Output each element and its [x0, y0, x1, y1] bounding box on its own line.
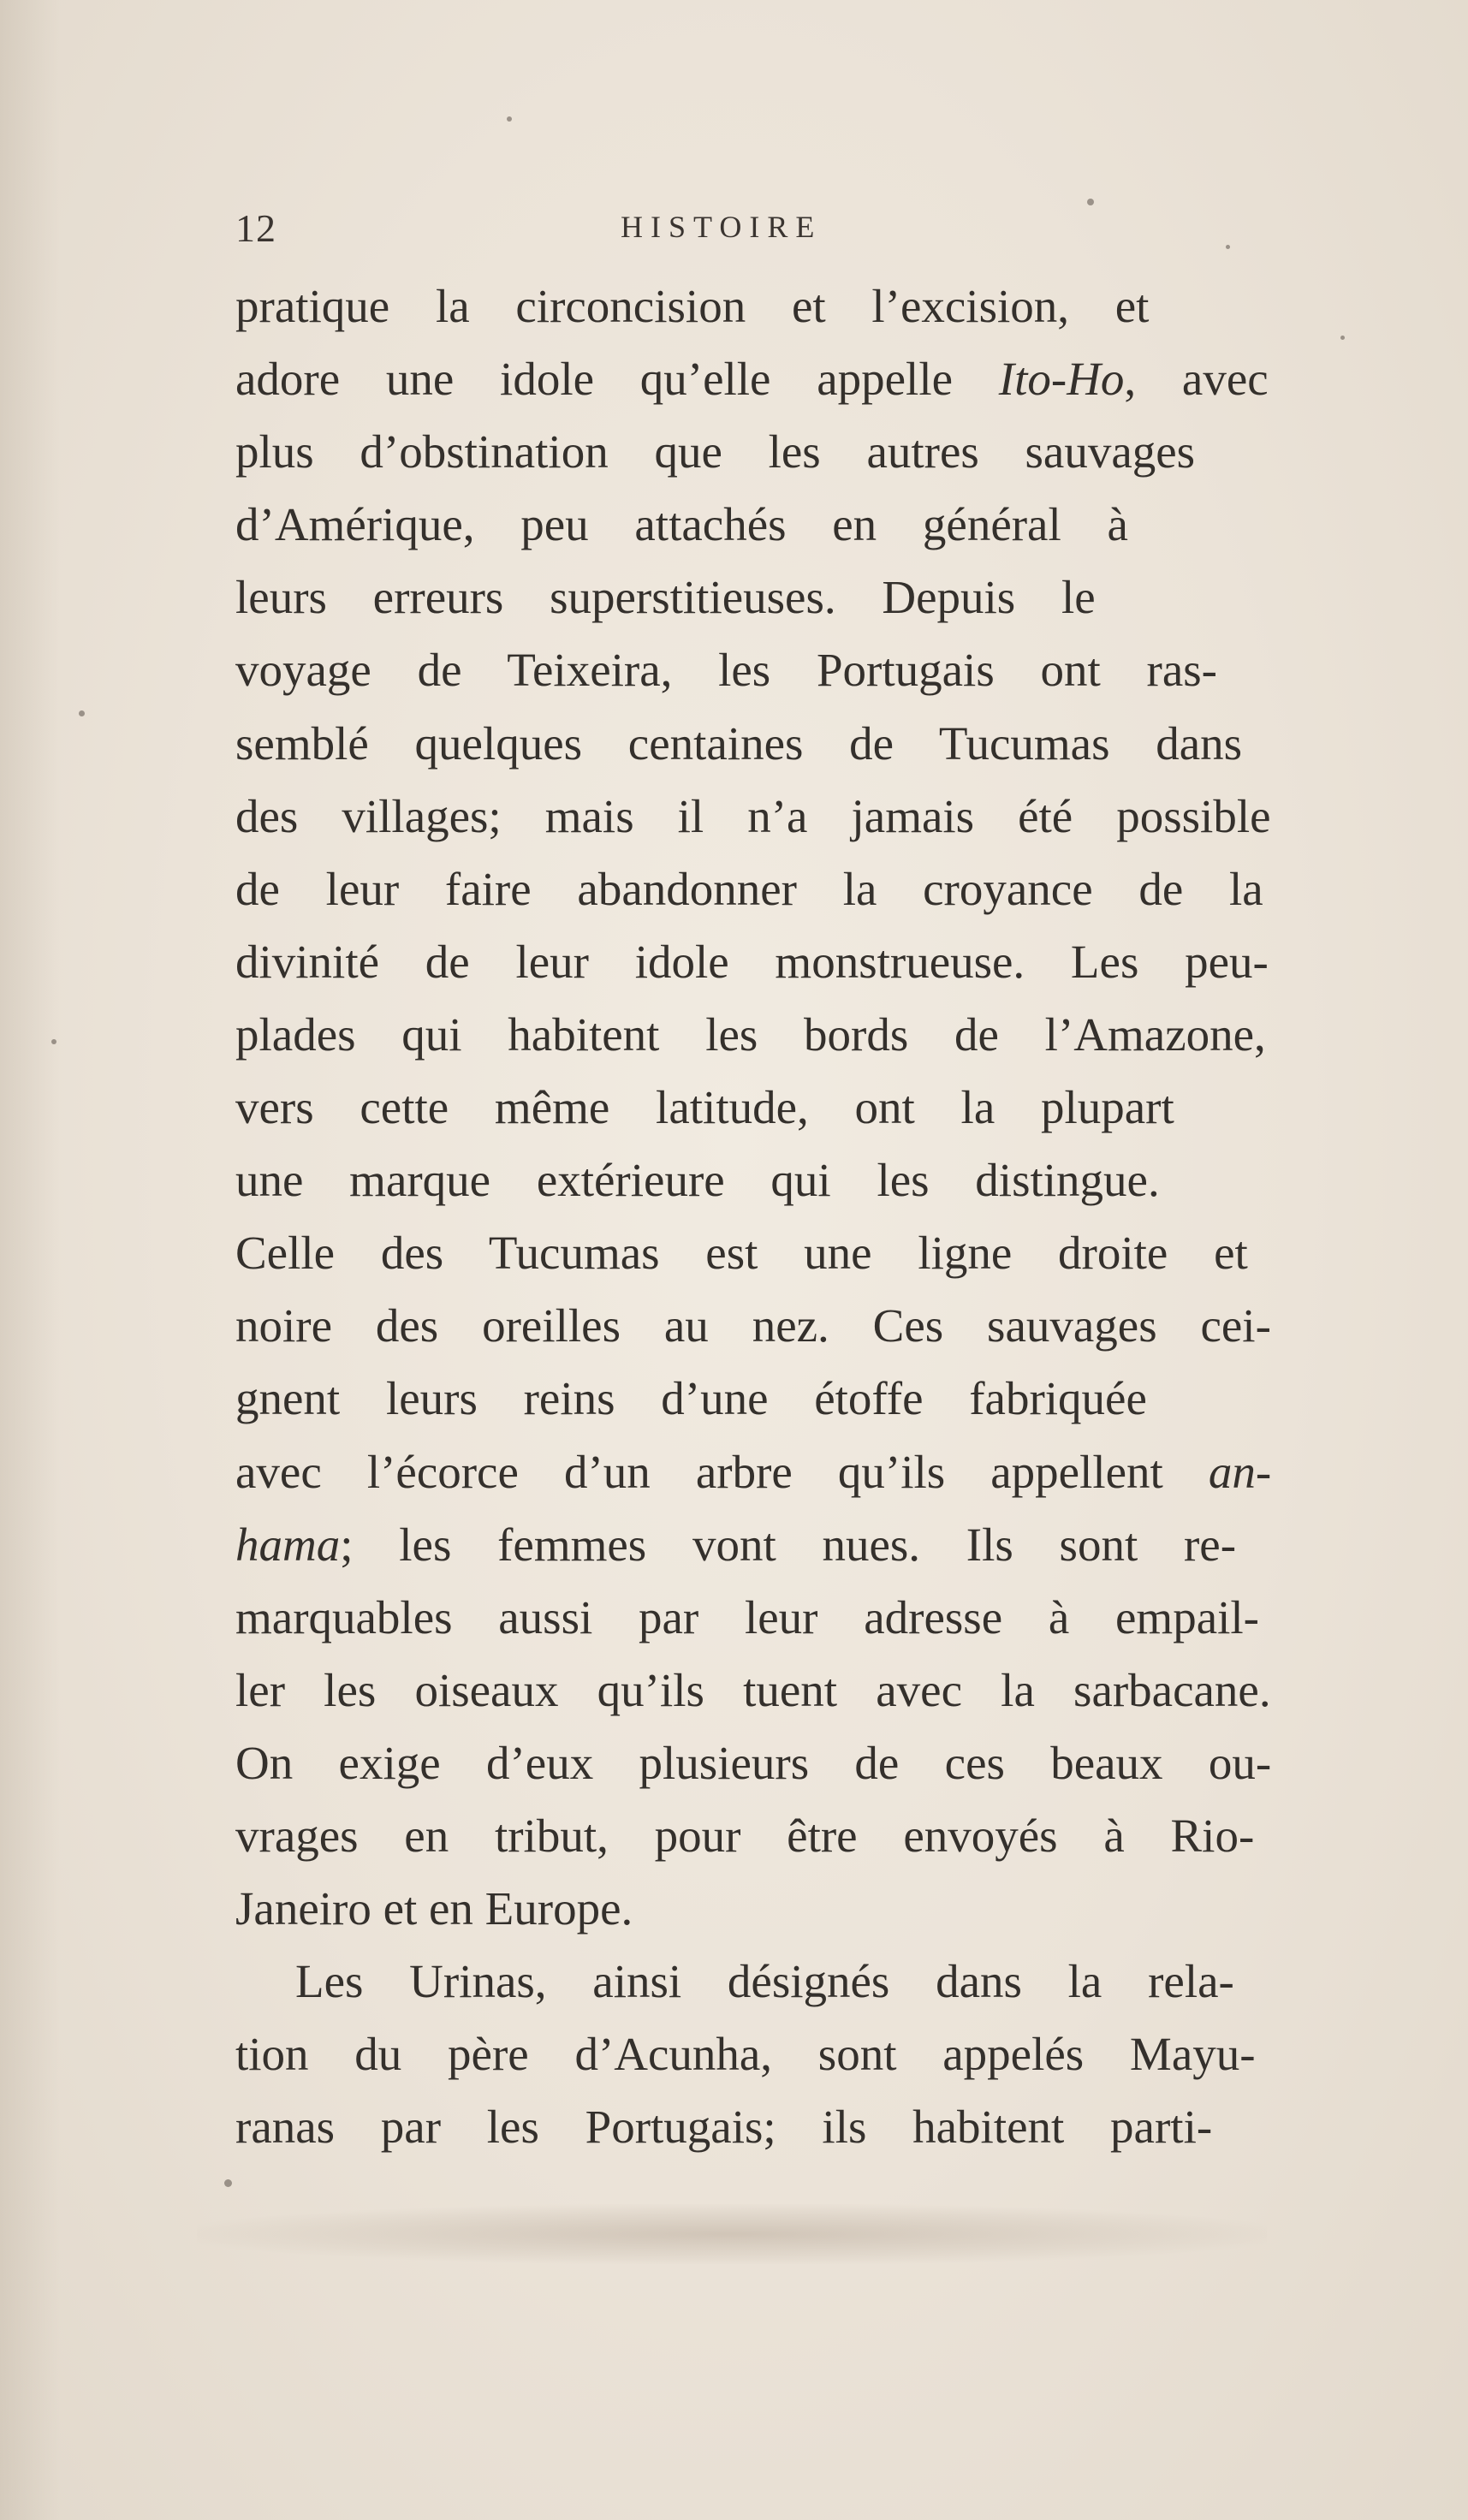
text-line — [235, 1727, 1271, 1799]
body-text — [235, 270, 1271, 2163]
lower-page-stain — [197, 2204, 1267, 2264]
text-segment: tion du père d’Acunha, sont appelés Mayu- — [235, 2028, 1256, 2081]
text-line — [235, 561, 1271, 633]
text-segment: , avec — [1124, 353, 1269, 406]
text-segment: ; les femmes vont nues. Ils sont re- — [340, 1518, 1237, 1571]
text-segment: une marque extérieure qui les distingue. — [235, 1154, 1160, 1207]
text-segment: des villages; mais il n’a jamais été possible — [235, 789, 1271, 842]
text-segment: ler les oiseaux qu’ils tuent avec la sarbacane. — [235, 1663, 1271, 1716]
text-segment: pratique la circoncision et l’excision, et — [235, 280, 1150, 332]
ink-speck — [1087, 199, 1094, 205]
running-head — [235, 205, 1271, 257]
text-segment: gnent leurs reins d’une étoffe fabriquée — [235, 1372, 1147, 1425]
text-segment: leurs erreurs superstitieuses. Depuis le — [235, 571, 1096, 624]
text-segment: On exige d’eux plusieurs de ces beaux ou- — [235, 1736, 1272, 1789]
ink-speck — [1340, 336, 1345, 340]
text-line — [235, 488, 1271, 561]
text-line — [235, 1435, 1271, 1508]
text-segment: marquables aussi par leur adresse à empail- — [235, 1590, 1260, 1643]
page-edge-shadow — [0, 0, 60, 2520]
text-line — [235, 1945, 1271, 2018]
text-segment: ranas par les Portugais; ils habitent parti- — [235, 2101, 1213, 2154]
text-segment: plus d’obstination que les autres sauvages — [235, 425, 1196, 478]
text-segment: plades qui habitent les bords de l’Amazone, — [235, 1007, 1266, 1061]
text-line — [235, 998, 1271, 1071]
text-line — [235, 1362, 1271, 1435]
text-segment: voyage de Teixeira, les Portugais ont ras- — [235, 644, 1217, 697]
text-segment: d’Amérique, peu attachés en général à — [235, 498, 1128, 551]
text-line — [235, 1508, 1271, 1581]
text-line — [235, 1071, 1271, 1144]
text-line — [235, 1144, 1271, 1216]
italic-term: hama — [235, 1518, 341, 1571]
italic-term: an- — [1208, 1445, 1272, 1498]
ink-speck — [224, 2179, 232, 2187]
text-segment: avec l’écorce d’un arbre qu’ils appellent — [235, 1445, 1209, 1498]
ink-speck — [1226, 245, 1230, 249]
text-line — [235, 925, 1271, 998]
ink-speck — [79, 710, 85, 716]
text-segment: vers cette même latitude, ont la plupart — [235, 1081, 1174, 1134]
text-line — [235, 342, 1271, 415]
text-line — [235, 270, 1271, 342]
text-line — [235, 1216, 1271, 1289]
page-number: 12 — [235, 206, 276, 250]
text-line — [235, 1289, 1271, 1362]
text-line — [235, 1581, 1271, 1654]
text-line — [235, 707, 1271, 780]
text-segment: vrages en tribut, pour être envoyés à Rio- — [235, 1809, 1255, 1862]
text-segment: adore une idole qu’elle appelle — [235, 353, 999, 406]
text-segment: Les Urinas, ainsi désignés dans la rela- — [295, 1955, 1234, 2008]
text-segment: Janeiro et en Europe. — [235, 1882, 633, 1935]
text-line — [235, 2090, 1271, 2163]
text-line — [235, 1872, 1271, 1945]
text-line — [235, 1799, 1271, 1872]
running-title: HISTOIRE — [621, 210, 823, 244]
ink-speck — [51, 1039, 56, 1044]
text-segment: semblé quelques centaines de Tucumas dans — [235, 716, 1243, 770]
text-segment: noire des oreilles au nez. Ces sauvages cei- — [235, 1299, 1271, 1352]
italic-term: Ito-Ho — [998, 353, 1125, 406]
text-line — [235, 2018, 1271, 2090]
text-line — [235, 780, 1271, 853]
text-line — [235, 415, 1271, 488]
text-line — [235, 1654, 1271, 1727]
text-segment: Celle des Tucumas est une ligne droite et — [235, 1227, 1248, 1280]
text-line — [235, 853, 1271, 925]
text-line — [235, 633, 1271, 706]
text-segment: de leur faire abandonner la croyance de la — [235, 862, 1263, 915]
ink-speck — [507, 116, 512, 122]
text-segment: divinité de leur idole monstrueuse. Les peu- — [235, 935, 1269, 988]
